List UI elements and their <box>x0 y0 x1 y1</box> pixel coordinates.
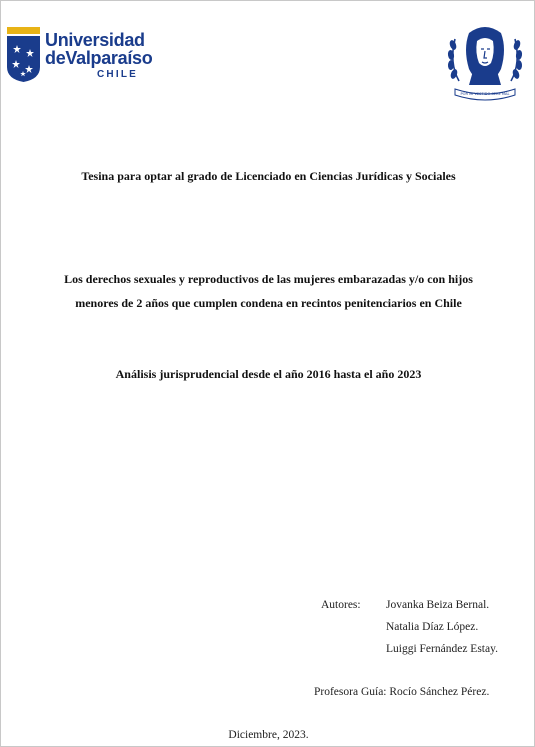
shield-stars-icon <box>7 27 40 82</box>
seal-motto: POR MI VESTIDO SERE MAL <box>460 92 510 96</box>
university-logo <box>7 25 153 85</box>
degree-statement: Tesina para optar al grado de Licenciado en Ciencias Jurídicas y Sociales <box>81 169 456 183</box>
university-name-line2: deValparaíso <box>45 48 153 68</box>
university-name-line1: Universidad <box>45 30 145 50</box>
thesis-title-line1: Los derechos sexuales y reproductivos de las mujeres embarazadas y/o con hijos <box>64 272 473 286</box>
university-country: CHILE <box>97 69 138 80</box>
author-name: Jovanka Beiza Bernal. <box>386 599 490 611</box>
author-name: Luiggi Fernández Estay. <box>386 643 498 655</box>
thesis-subtitle: Análisis jurisprudencial desde el año 2016 hasta el año 2023 <box>115 367 422 381</box>
thesis-title-line2: menores de 2 años que cumplen condena en recintos penitenciarios en Chile <box>75 296 462 310</box>
advisor-line: Profesora Guía: Rocío Sánchez Pérez. <box>314 686 490 698</box>
authors-label: Autores: <box>321 599 361 611</box>
faculty-seal-icon <box>445 19 525 105</box>
document-date: Diciembre, 2023. <box>228 729 309 741</box>
author-name: Natalia Díaz López. <box>386 621 479 633</box>
